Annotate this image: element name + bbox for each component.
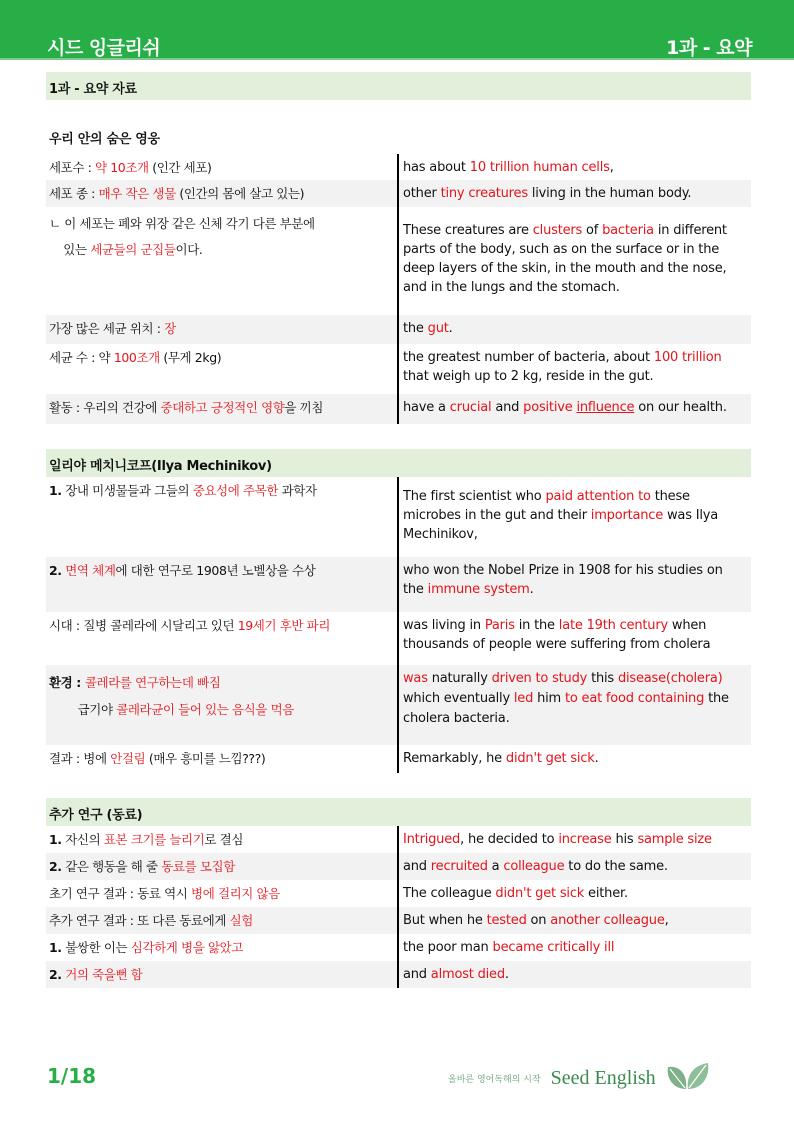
table-row: [46, 934, 751, 961]
text-segment: of: [582, 223, 603, 238]
text-segment: 세포수 :: [49, 160, 95, 175]
text-segment: 환경 :: [49, 675, 85, 690]
highlighted-phrase: 장: [164, 321, 176, 336]
korean-cell: [46, 154, 397, 180]
text-segment: either.: [584, 886, 628, 901]
text-segment: 초기 연구 결과 : 동료 역시: [49, 886, 192, 901]
leaf-icon: [664, 1061, 712, 1095]
section-title-mechnikov: 일리야 메치니코프(Ilya Mechinikov): [46, 449, 751, 477]
text-segment: (무게 2kg): [159, 350, 222, 365]
table-row: [46, 315, 751, 344]
text-segment: 불쌍한 이는: [61, 940, 131, 955]
english-cell: [397, 394, 751, 424]
footer-tagline: 올바른 영어독해의 시작: [448, 1074, 541, 1085]
highlighted-phrase: gut: [427, 321, 449, 336]
highlighted-phrase: tested: [486, 913, 527, 928]
text-segment: 과학자: [278, 483, 317, 498]
highlighted-phrase: influence: [576, 400, 635, 415]
table-row: [46, 880, 751, 907]
highlighted-phrase: 10 trillion human cells: [469, 160, 610, 175]
highlighted-phrase: 중대하고 긍정적인 영향: [160, 400, 285, 415]
table-row: [46, 207, 751, 315]
text-segment: 을 끼침: [284, 400, 324, 415]
text-segment: ㄴ 이 세포는 폐와 위장 같은 신체 각기 다른 부분에: [49, 216, 315, 231]
text-segment: 추가 연구 결과 : 또 다른 동료에게: [49, 913, 230, 928]
text-segment: him: [533, 691, 565, 706]
document-body: [46, 72, 751, 988]
english-cell: [397, 477, 751, 557]
text-segment: the poor man: [403, 940, 493, 955]
highlighted-phrase: 매우 작은 생물: [98, 186, 176, 201]
korean-cell: [46, 557, 397, 612]
highlighted-phrase: another colleague: [550, 913, 665, 928]
table-row: [46, 477, 751, 557]
text-segment: in different parts of the body, such as on the surface or in the deep layers of the skin, in the mouth and the nose, and in the lungs and the stomach.: [403, 223, 727, 295]
korean-cell: [46, 315, 397, 344]
text-segment: (매우 흥미를 느낌???): [145, 751, 266, 766]
highlighted-phrase: 거의 죽을뻔 함: [65, 967, 143, 982]
english-cell: [397, 344, 751, 394]
text-segment: has about: [403, 160, 470, 175]
highlighted-phrase: 안걸림: [110, 751, 146, 766]
korean-cell: [46, 853, 397, 880]
highlighted-phrase: positive: [523, 400, 573, 415]
section-table-mechnikov: [46, 477, 751, 773]
text-segment: Remarkably, he: [403, 751, 506, 766]
highlighted-phrase: importance: [590, 508, 664, 523]
text-segment: The first scientist who: [403, 489, 546, 504]
doc-title: 1과 - 요약 자료: [46, 72, 751, 100]
highlighted-phrase: 동료를 모집함: [161, 859, 235, 874]
table-row: [46, 612, 751, 665]
english-cell: [397, 961, 751, 988]
korean-cell: [46, 907, 397, 934]
english-cell: [397, 315, 751, 344]
text-segment: was Ilya Mechinikov,: [403, 508, 719, 542]
highlighted-phrase: 중요성에 주목한: [192, 483, 279, 498]
text-segment: the greatest number of bacteria, about: [403, 350, 654, 365]
text-segment: 결과 : 병에: [49, 751, 111, 766]
text-segment: 이다.: [175, 242, 203, 257]
english-cell: [397, 826, 751, 853]
text-segment: .: [504, 967, 509, 982]
highlighted-phrase: almost died: [430, 967, 505, 982]
english-cell: [397, 907, 751, 934]
table-row: [46, 853, 751, 880]
text-segment: 1.: [49, 940, 62, 955]
table-row: [46, 745, 751, 773]
highlighted-phrase: crucial: [449, 400, 492, 415]
table-row: [46, 665, 751, 745]
text-segment: was living in: [403, 618, 485, 633]
section-title-further-study: 추가 연구 (동료): [46, 798, 751, 826]
text-segment: 세포 종 :: [49, 186, 99, 201]
text-segment: .: [529, 582, 534, 597]
text-segment: .: [594, 751, 599, 766]
text-segment: ,: [609, 160, 614, 175]
highlighted-phrase: bacteria: [602, 223, 654, 238]
text-segment: 자신의: [61, 832, 104, 847]
highlighted-phrase: clusters: [532, 223, 583, 238]
text-segment: , he decided to: [460, 832, 559, 847]
text-segment: .: [448, 321, 453, 336]
table-row: [46, 557, 751, 612]
highlighted-phrase: 세균들의 군집들: [90, 242, 176, 257]
text-segment: But when he: [403, 913, 487, 928]
highlighted-phrase: increase: [558, 832, 612, 847]
text-segment: 에 대한 연구로 1908년 노벨상을 수상: [115, 563, 316, 578]
highlighted-phrase: led: [513, 691, 534, 706]
highlighted-phrase: 표본 크기를 늘리기: [103, 832, 205, 847]
korean-cell: [46, 612, 397, 665]
highlighted-phrase: 콜레라를 연구하는데 빠짐: [84, 675, 221, 690]
text-segment: the cholera bacteria.: [403, 691, 729, 726]
text-segment: 1.: [49, 832, 62, 847]
highlighted-phrase: recruited: [430, 859, 488, 874]
brand-title: 시드 잉글리쉬: [47, 37, 161, 59]
text-segment: the: [403, 321, 428, 336]
highlighted-phrase: immune system: [427, 582, 530, 597]
text-segment: have a: [403, 400, 450, 415]
highlighted-phrase: 약 10조개: [94, 160, 149, 175]
english-cell: [397, 180, 751, 207]
table-row: [46, 180, 751, 207]
text-segment: that weigh up to 2 kg, reside in the gut.: [403, 369, 654, 384]
text-segment: other: [403, 186, 441, 201]
korean-cell: [46, 665, 397, 745]
text-segment: and: [491, 400, 524, 415]
highlighted-phrase: 면역 체계: [65, 563, 116, 578]
highlighted-phrase: didn't get sick: [495, 886, 585, 901]
table-row: [46, 154, 751, 180]
text-segment: which eventually: [403, 691, 514, 706]
text-segment: these microbes in the gut and their: [403, 489, 690, 523]
table-row: [46, 344, 751, 394]
table-row: [46, 826, 751, 853]
highlighted-phrase: Intrigued: [403, 832, 461, 847]
highlighted-phrase: 심각하게 병을 앓았고: [130, 940, 243, 955]
text-segment: in the: [514, 618, 559, 633]
text-segment: 2.: [49, 967, 62, 982]
text-segment: 있는: [49, 242, 91, 257]
text-segment: 활동 : 우리의 건강에: [49, 400, 161, 415]
english-cell: [397, 612, 751, 665]
text-segment: naturally: [427, 671, 492, 686]
highlighted-phrase: disease(cholera): [617, 671, 723, 686]
text-segment: a: [487, 859, 504, 874]
text-segment: 2.: [49, 859, 62, 874]
highlighted-phrase: 실험: [229, 913, 253, 928]
text-segment: 장내 미생물들과 그들의: [61, 483, 193, 498]
highlighted-phrase: 콜레라균이 들어 있는 음식을 먹음: [116, 702, 294, 717]
footer-logo: [448, 1061, 712, 1095]
text-segment: to do the same.: [564, 859, 668, 874]
text-segment: 가장 많은 세균 위치 :: [49, 321, 165, 336]
highlighted-phrase: sample size: [637, 832, 712, 847]
highlighted-phrase: 19세기 후반 파리: [237, 618, 331, 633]
page-number: 1/18: [47, 1064, 97, 1088]
korean-cell: [46, 826, 397, 853]
korean-cell: [46, 961, 397, 988]
text-segment: 시대 : 질병 콜레라에 시달리고 있던: [49, 618, 238, 633]
text-segment: (인간 세포): [148, 160, 212, 175]
text-segment: on our health.: [634, 400, 727, 415]
english-cell: [397, 665, 751, 745]
korean-cell: [46, 880, 397, 907]
english-cell: [397, 154, 751, 180]
korean-cell: [46, 934, 397, 961]
english-cell: [397, 853, 751, 880]
text-segment: when thousands of people were suffering from cholera: [403, 618, 711, 652]
highlighted-phrase: driven to study: [491, 671, 588, 686]
english-cell: [397, 207, 751, 315]
highlighted-phrase: was: [403, 671, 428, 686]
korean-cell: [46, 477, 397, 557]
text-segment: and: [403, 967, 431, 982]
korean-cell: [46, 344, 397, 394]
text-segment: ,: [664, 913, 669, 928]
english-cell: [397, 557, 751, 612]
text-segment: living in the human body.: [527, 186, 692, 201]
text-segment: (인간의 몸에 살고 있는): [175, 186, 305, 201]
highlighted-phrase: didn't get sick: [505, 751, 595, 766]
table-row: [46, 394, 751, 424]
section-table-further-study: [46, 826, 751, 988]
english-cell: [397, 880, 751, 907]
text-segment: 2.: [49, 563, 62, 578]
text-segment: and: [403, 859, 431, 874]
text-segment: These creatures are: [403, 223, 533, 238]
text-segment: 급기야: [49, 702, 117, 717]
lesson-title: 1과 - 요약: [666, 37, 752, 59]
highlighted-phrase: to eat food containing: [564, 691, 705, 706]
text-segment: 1.: [49, 483, 62, 498]
highlighted-phrase: tiny creatures: [440, 186, 528, 201]
text-segment: who won the Nobel Prize in 1908 for his studies on the: [403, 563, 723, 597]
text-segment: 세균 수 : 약: [49, 350, 114, 365]
highlighted-phrase: 병에 걸리지 않음: [191, 886, 280, 901]
highlighted-phrase: 100조개: [113, 350, 160, 365]
english-cell: [397, 934, 751, 961]
header-bar: [0, 0, 794, 60]
text-segment: The colleague: [403, 886, 496, 901]
highlighted-phrase: late 19th century: [558, 618, 668, 633]
text-segment: on: [526, 913, 551, 928]
korean-cell: [46, 207, 397, 315]
footer-brand-name: Seed English: [550, 1066, 656, 1089]
section-table-hidden-hero: [46, 154, 751, 424]
highlighted-phrase: Paris: [484, 618, 515, 633]
highlighted-phrase: paid attention to: [545, 489, 651, 504]
table-row: [46, 907, 751, 934]
text-segment: 로 결심: [204, 832, 244, 847]
korean-cell: [46, 394, 397, 424]
korean-cell: [46, 745, 397, 773]
highlighted-phrase: 100 trillion: [653, 350, 722, 365]
highlighted-phrase: became critically ill: [492, 940, 615, 955]
text-segment: 같은 행동을 해 줄: [61, 859, 162, 874]
section-title-hidden-hero: 우리 안의 숨은 영웅: [49, 132, 160, 147]
text-segment: this: [587, 671, 618, 686]
korean-cell: [46, 180, 397, 207]
english-cell: [397, 745, 751, 773]
text-segment: his: [611, 832, 638, 847]
table-row: [46, 961, 751, 988]
highlighted-phrase: colleague: [503, 859, 565, 874]
